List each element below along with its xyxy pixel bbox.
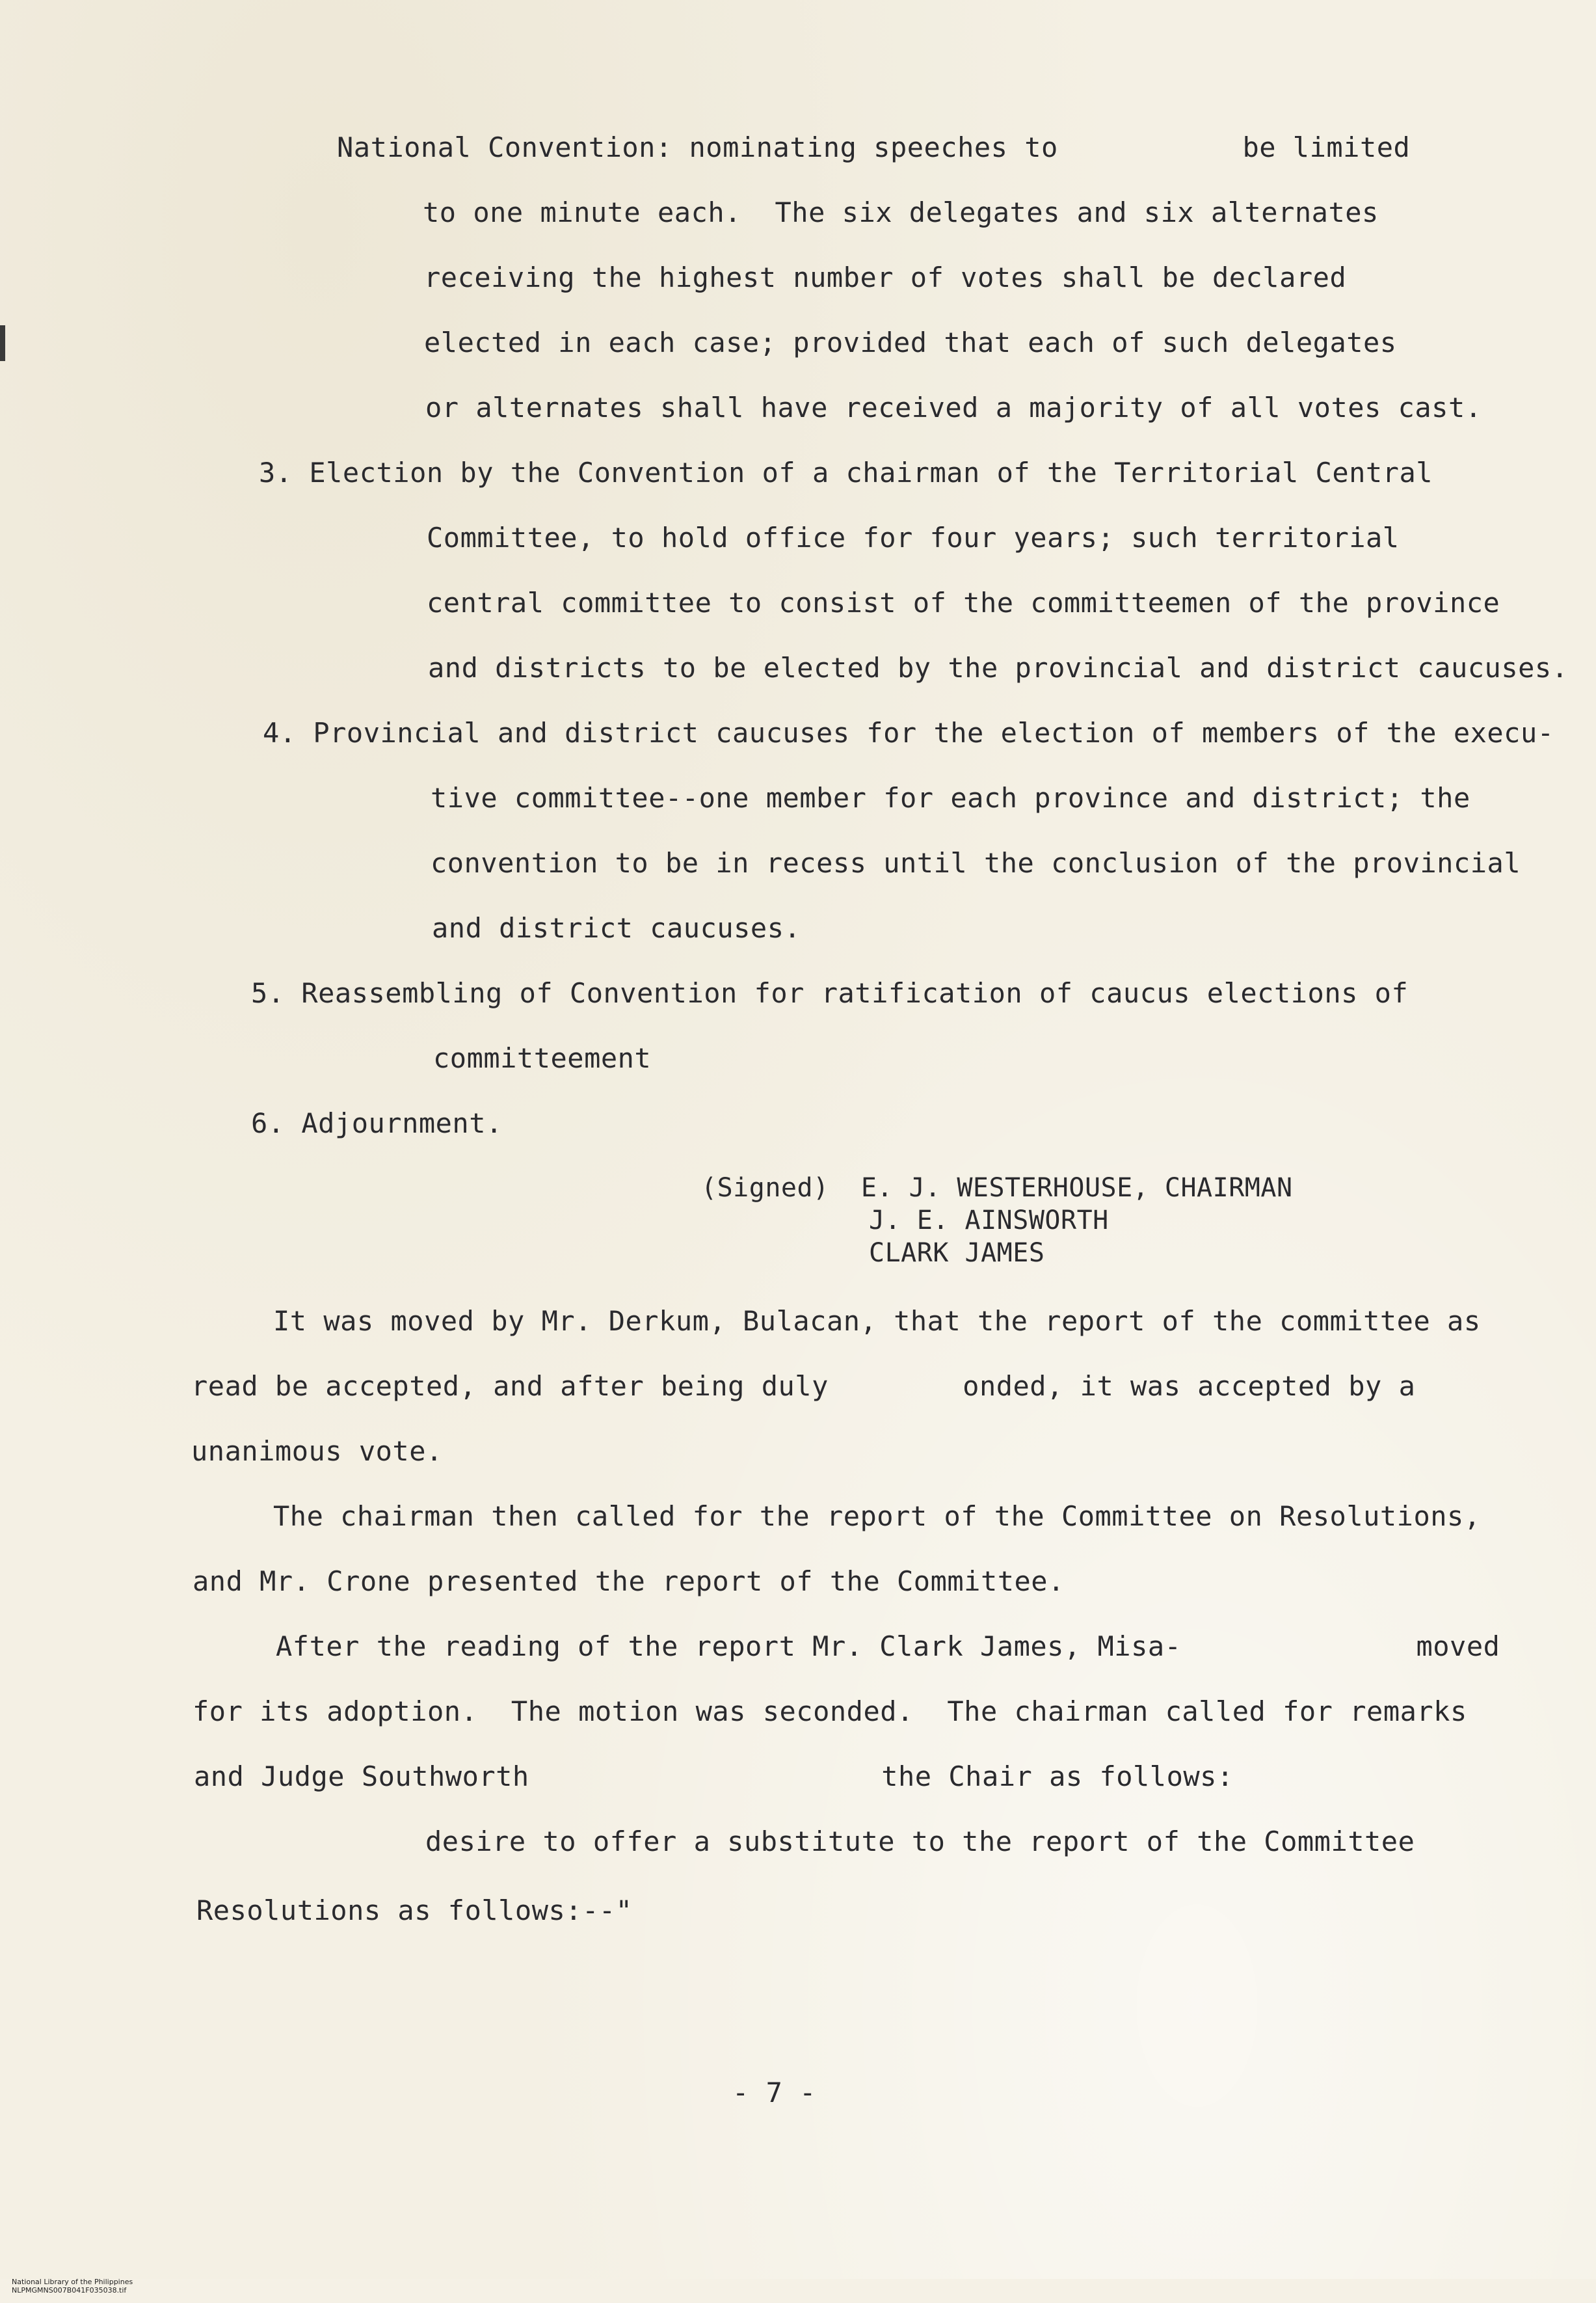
file-id: NLPMGMNS007B041F035038.tif	[12, 2286, 127, 2295]
text-line: or alternates shall have received a majority of all votes cast.	[425, 392, 1482, 424]
signature-line: (Signed) E. J. WESTERHOUSE, CHAIRMAN	[701, 1173, 1293, 1203]
paragraph-line: After the reading of the report Mr. Clark James, Misa- moved	[276, 1630, 1500, 1662]
page-number: - 7 -	[732, 2077, 816, 2108]
text-line: and districts to be elected by the provincial and district caucuses.	[428, 652, 1569, 684]
list-item-4: 4. Provincial and district caucuses for the election of members of the execu-	[263, 717, 1554, 749]
list-item-3: 3. Election by the Convention of a chairman of the Territorial Central	[259, 457, 1433, 489]
text-line: National Convention: nominating speeches to be limited	[337, 131, 1411, 163]
text-line: Committee, to hold office for four years; such territorial	[427, 522, 1400, 554]
paragraph-line: It was moved by Mr. Derkum, Bulacan, that the report of the committee as	[273, 1305, 1481, 1337]
scan-footer	[3, 2269, 144, 2303]
paragraph-line: and Mr. Crone presented the report of the Committee.	[193, 1565, 1065, 1597]
scan-edge-mark	[0, 325, 5, 361]
paragraph-line: read be accepted, and after being duly onded, it was accepted by a	[191, 1370, 1416, 1402]
list-item-6: 6. Adjournment.	[251, 1107, 503, 1139]
signatory: J. E. AINSWORTH	[869, 1205, 1109, 1235]
text-line: committeement	[433, 1042, 652, 1074]
text-line: to one minute each. The six delegates and six alternates	[423, 196, 1379, 228]
paragraph-line: desire to offer a substitute to the report of the Committee	[425, 1825, 1415, 1857]
text-line: central committee to consist of the committeemen of the province	[427, 587, 1500, 619]
paragraph-line: The chairman then called for the report of the Committee on Resolutions,	[273, 1500, 1481, 1532]
library-name: National Library of the Philippines	[12, 2278, 133, 2286]
paragraph-line: and Judge Southworth the Chair as follows:	[194, 1760, 1234, 1792]
text-line: convention to be in recess until the conclusion of the provincial	[431, 847, 1521, 879]
text-line: elected in each case; provided that each of such delegates	[424, 327, 1397, 358]
paragraph-line: for its adoption. The motion was seconded. The chairman called for remarks	[193, 1695, 1467, 1727]
list-item-5: 5. Reassembling of Convention for ratification of caucus elections of	[251, 977, 1409, 1009]
text-line: tive committee--one member for each province and district; the	[431, 782, 1470, 814]
signatory: CLARK JAMES	[869, 1238, 1045, 1268]
text-line: and district caucuses.	[432, 912, 801, 944]
text-line: receiving the highest number of votes shall be declared	[424, 262, 1347, 293]
paragraph-line: unanimous vote.	[191, 1435, 443, 1467]
paragraph-line: Resolutions as follows:--"	[196, 1894, 633, 1926]
